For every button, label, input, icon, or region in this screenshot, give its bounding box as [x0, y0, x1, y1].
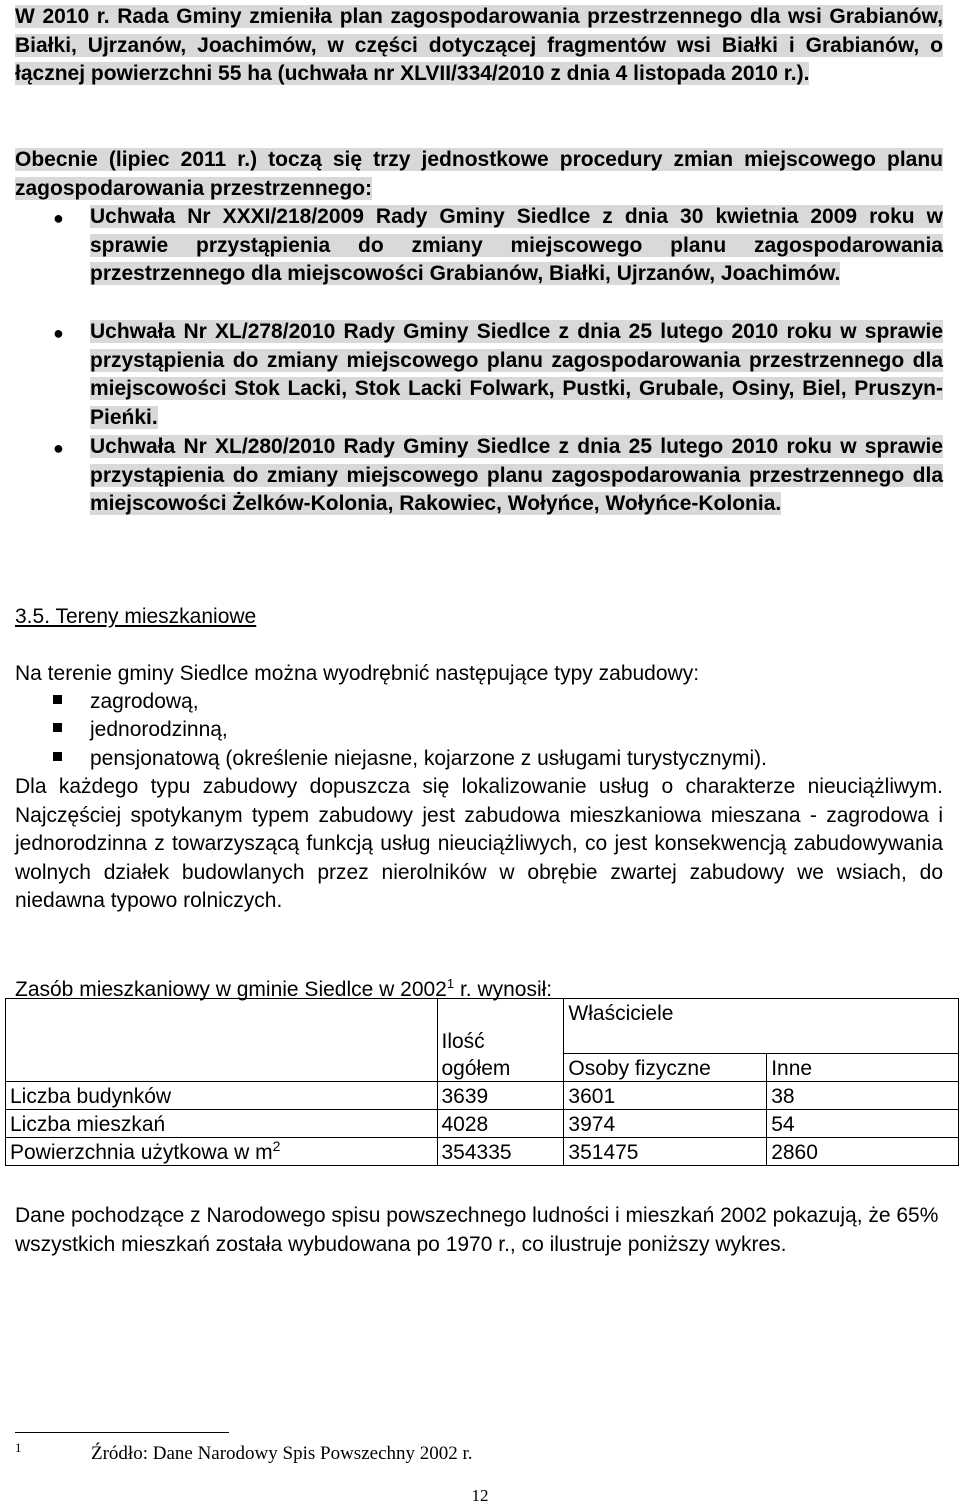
section-heading: [15, 603, 943, 632]
table-header-empty: [6, 999, 438, 1082]
footnote-marker: 1: [15, 1440, 22, 1455]
table-caption-text: Zasób mieszkaniowy w gminie Siedlce w 2002: [15, 978, 447, 1001]
procedure-item-text: Uchwała Nr XXXI/218/2009 Rady Gminy Siedlce z dnia 30 kwietnia 2009 roku w sprawie przystąpienia do zmiany miejscowego planu zagospodarowania przestrzennego dla miejscowości Grabianów, Białki, Ujrzanów, Joachimów.: [90, 205, 943, 286]
footnote-text: Źródło: Dane Narodowy Spis Powszechny 2002 r.: [91, 1443, 473, 1464]
table-cell-other: 2860: [767, 1138, 959, 1166]
square-bullet-icon: [53, 695, 62, 704]
procedure-item-text: Uchwała Nr XL/280/2010 Rady Gminy Siedlce z dnia 25 lutego 2010 roku w sprawie przystąpienia do zmiany miejscowego planu zagospodarowania przestrzennego dla miejscowości Żelków-Kolonia, Rakowiec, Wołyńce, Wołyńce-Kolonia.: [90, 435, 943, 516]
table-row-label: Liczba mieszkań: [6, 1110, 438, 1138]
paragraph-current-procedures: [15, 146, 943, 203]
table-cell-physical: 351475: [564, 1138, 767, 1166]
table-header-cell: [437, 999, 564, 1027]
table-row-label: [6, 1138, 438, 1166]
table-caption-suffix: r. wynosił:: [454, 978, 553, 1001]
building-type-item: pensjonatową (określenie niejasne, kojarzone z usługami turystycznymi).: [90, 747, 767, 770]
table-header-total-2: ogółem: [437, 1054, 564, 1082]
table-header-cell: [564, 1026, 959, 1054]
page-number: 12: [471, 1486, 489, 1505]
table-cell-physical: 3974: [564, 1110, 767, 1138]
section-intro: Na terenie gminy Siedlce można wyodrębnić następujące typy zabudowy:: [15, 662, 700, 685]
table-header-physical: Osoby fizyczne: [564, 1054, 767, 1082]
bullet-icon: ●: [53, 208, 64, 228]
table-header-other: Inne: [767, 1054, 959, 1082]
table-cell-other: 38: [767, 1082, 959, 1110]
building-type-item: jednorodzinną,: [90, 718, 228, 741]
table-cell-other: 54: [767, 1110, 959, 1138]
table-header-total-1: Ilość: [437, 1026, 564, 1054]
bullet-icon: ●: [53, 438, 64, 458]
square-bullet-icon: [53, 723, 62, 732]
procedure-item: [90, 433, 943, 519]
procedure-item: [90, 318, 943, 432]
closing-paragraph: Dane pochodzące z Narodowego spisu powszechnego ludności i mieszkań 2002 pokazują, że 65% wszystkich mieszkań została wybudowana po 1970 r., co ilustruje poniższy wykres.: [15, 1204, 939, 1256]
table-row: [6, 1082, 959, 1110]
housing-stock-table: [5, 998, 959, 1166]
table-cell-total: 354335: [437, 1138, 564, 1166]
table-row: [6, 1110, 959, 1138]
table-cell-total: 4028: [437, 1110, 564, 1138]
table-cell-total: 3639: [437, 1082, 564, 1110]
paragraph-plan-change: [15, 3, 943, 89]
table-row-label: Liczba budynków: [6, 1082, 438, 1110]
footnote-ref: 1: [446, 976, 455, 991]
paragraph-current-procedures-text: Obecnie (lipiec 2011 r.) toczą się trzy jednostkowe procedury zmian miejscowego planu zagospodarowania przestrzennego:: [15, 148, 943, 200]
procedure-item-text: Uchwała Nr XL/278/2010 Rady Gminy Siedlce z dnia 25 lutego 2010 roku w sprawie przystąpienia do zmiany miejscowego planu zagospodarowania przestrzennego dla miejscowości Stok Lacki, Stok Lacki Folwark, Pustki, Grubale, Osiny, Biel, Pruszyn-Pieńki.: [90, 320, 943, 429]
table-header-row: [6, 999, 959, 1027]
paragraph-plan-change-text: W 2010 r. Rada Gminy zmieniła plan zagospodarowania przestrzennego dla wsi Grabianów, Białki, Ujrzanów, Joachimów, w części dotyczącej fragmentów wsi Białki i Grabianów, o łącznej powierzchni 55 ha (uchwała nr XLVII/334/2010 z dnia 4 listopada 2010 r.).: [15, 5, 943, 86]
superscript: 2: [272, 1138, 281, 1154]
bullet-icon: ●: [53, 323, 64, 343]
table-cell-physical: 3601: [564, 1082, 767, 1110]
footnote-separator: [15, 1432, 229, 1433]
procedure-item: [90, 203, 943, 289]
section-heading-text: 3.5. Tereny mieszkaniowe: [15, 605, 257, 628]
building-type-item: zagrodową,: [90, 690, 199, 713]
table-header-owners: Właściciele: [564, 999, 959, 1027]
square-bullet-icon: [53, 752, 62, 761]
table-row: [6, 1138, 959, 1166]
section-body: Dla każdego typu zabudowy dopuszcza się lokalizowanie usług o charakterze nieuciążliwym. Najczęściej spotykanym typem zabudowy jest zabudowa mieszkaniowa mieszana - zagrodowa i jednorodzinna z towarzyszącą funkcją usług nieuciążliwych, co jest konsekwencją zabudowywania wolnych działek budowlanych przez nierolników w obrębie zwartej zabudowy we wsiach, do niedawna typowo rolniczych.: [15, 775, 943, 913]
table-row-label-text: Powierzchnia użytkowa w m: [10, 1141, 273, 1164]
